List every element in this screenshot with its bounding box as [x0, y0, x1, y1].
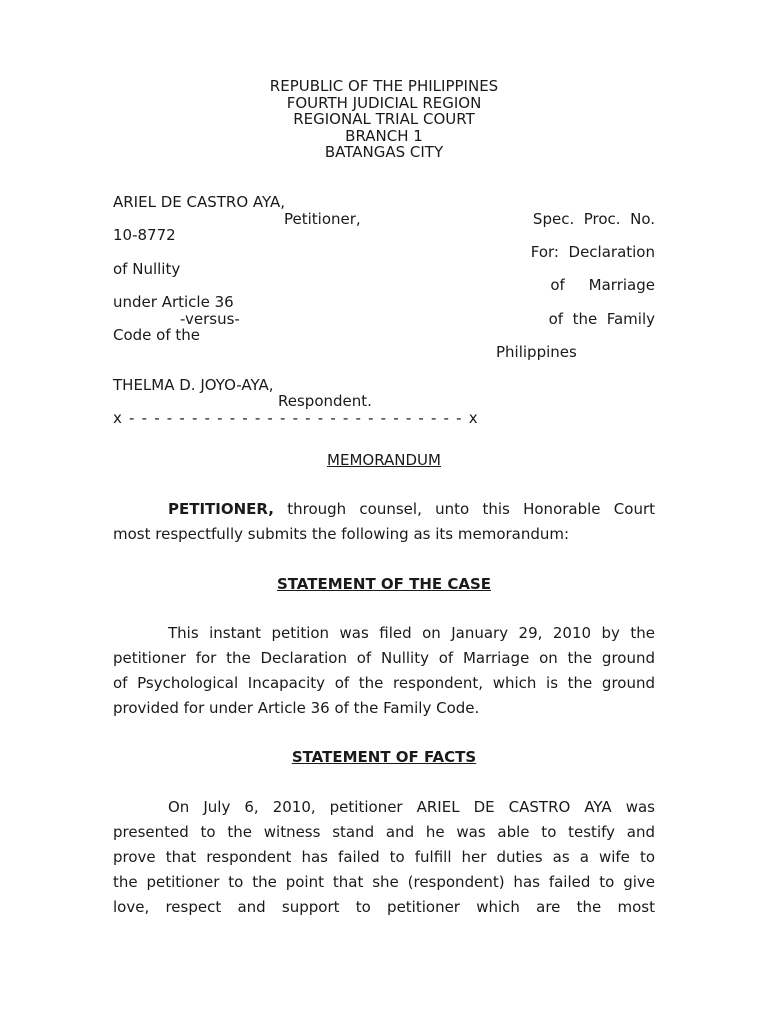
facts-line-3: prove that respondent has failed to fulfill her duties as a wife to [113, 848, 655, 866]
for-declaration: For: Declaration [530, 243, 655, 261]
petitioner-role: Petitioner, [284, 210, 361, 228]
intro-paragraph [113, 497, 655, 547]
petitioner-name: ARIEL DE CASTRO AYA, [113, 193, 286, 211]
case-line-1: This instant petition was filed on January 29, 2010 by the [168, 624, 655, 642]
court-header [0, 78, 768, 161]
caption-separator: x - - - - - - - - - - - - - - - - - - - - - - - - - - - x [113, 409, 479, 427]
header-branch: BRANCH 1 [345, 126, 423, 145]
petitioner-lead: PETITIONER, [168, 500, 274, 518]
facts-line-4: the petitioner to the point that she (respondent) has failed to give [113, 873, 655, 891]
statement-of-facts-heading: STATEMENT OF FACTS [291, 748, 477, 766]
header-court: REGIONAL TRIAL COURT [293, 110, 475, 128]
facts-line-2: presented to the witness stand and he was able to testify and [113, 823, 655, 841]
respondent-role: Respondent. [278, 392, 372, 410]
memorandum-title: MEMORANDUM [327, 451, 441, 469]
facts-line-5: love, respect and support to petitioner which are the most [113, 898, 655, 916]
under-article: under Article 36 [113, 293, 234, 311]
intro-line-1-rest: through counsel, unto this Honorable Court [273, 500, 655, 518]
respondent-name: THELMA D. JOYO-AYA, [113, 376, 274, 394]
intro-line-1 [113, 497, 655, 522]
of-marriage: of Marriage [550, 276, 655, 294]
header-region: FOURTH JUDICIAL REGION [286, 93, 482, 112]
case-line-4: provided for under Article 36 of the Family Code. [113, 699, 480, 717]
facts-line-1: On July 6, 2010, petitioner ARIEL DE CASTRO AYA was [168, 798, 655, 816]
case-line-3: of Psychological Incapacity of the respondent, which is the ground [113, 674, 655, 692]
statement-of-case-heading: STATEMENT OF THE CASE [276, 575, 492, 593]
header-city: BATANGAS CITY [324, 143, 444, 161]
code-of-the: Code of the [113, 326, 201, 344]
case-number: 10-8772 [113, 226, 176, 244]
philippines: Philippines [496, 343, 577, 361]
case-line-2: petitioner for the Declaration of Nullity of Marriage on the ground [113, 649, 655, 667]
header-republic: REPUBLIC OF THE PHILIPPINES [269, 77, 499, 95]
spec-proc-label: Spec. Proc. No. [532, 210, 655, 228]
statement-of-facts-paragraph [113, 795, 655, 920]
versus: -versus- [180, 310, 240, 328]
of-nullity: of Nullity [113, 260, 181, 278]
intro-line-2: most respectfully submits the following as its memorandum: [113, 525, 570, 543]
statement-of-case-paragraph [113, 621, 655, 721]
of-the-family: of the Family [548, 310, 655, 328]
